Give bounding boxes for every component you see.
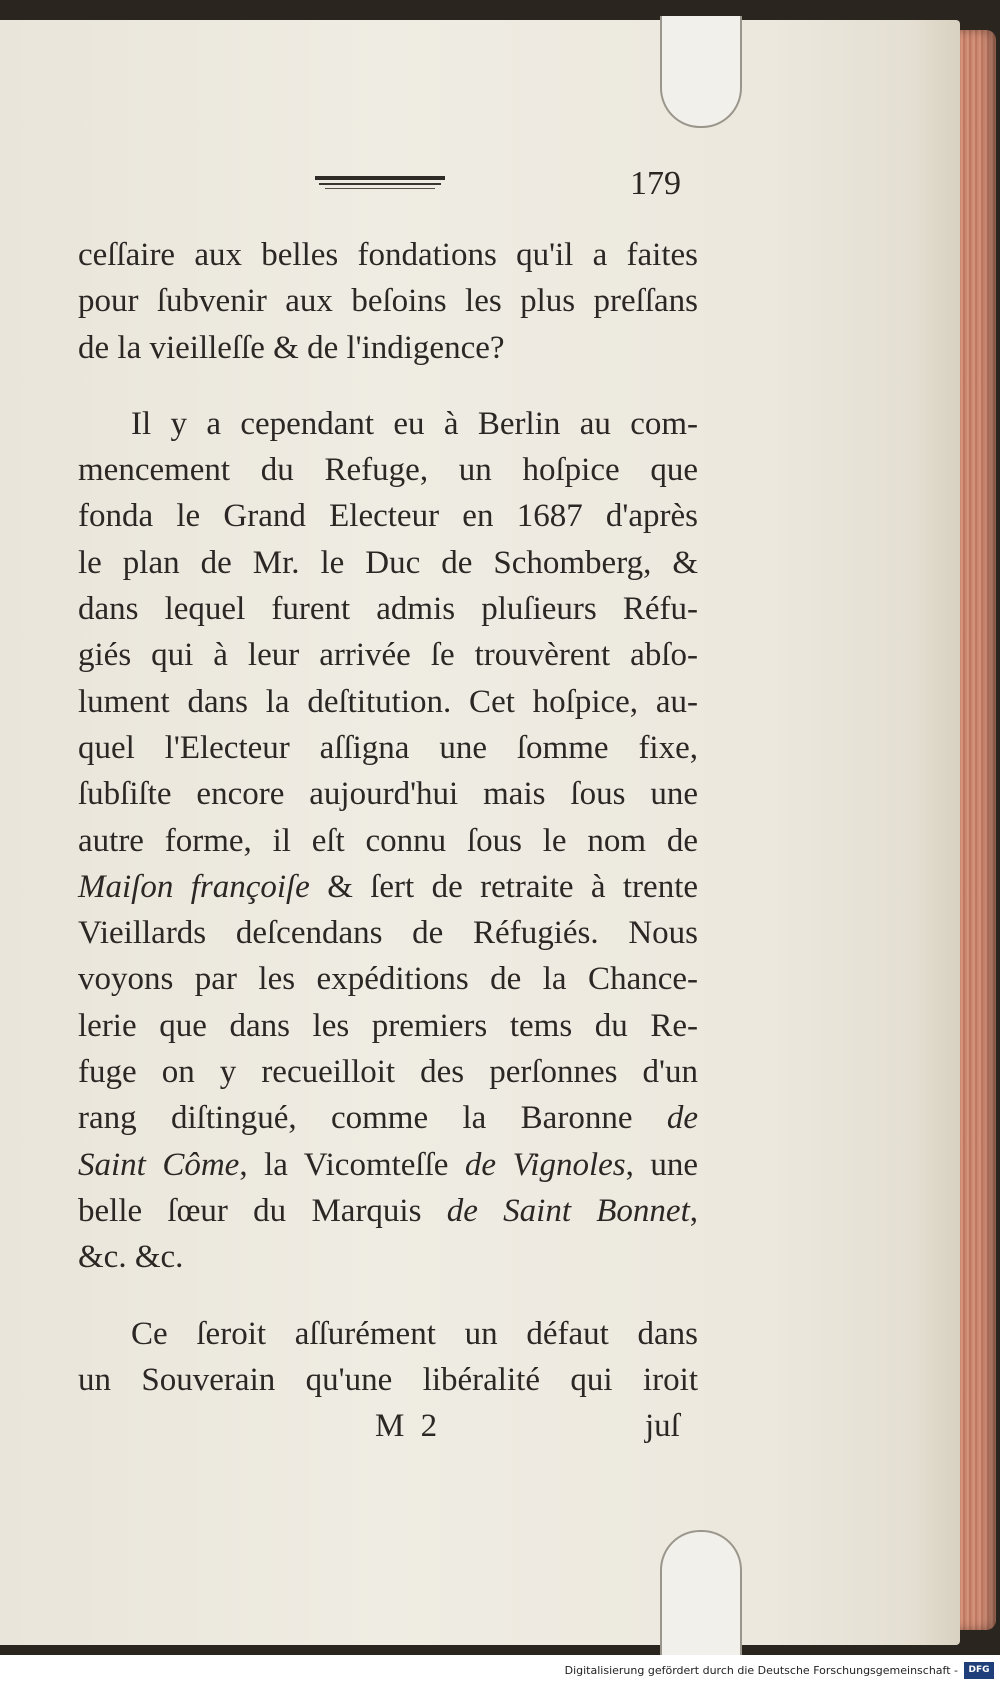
italic-text: Saint Côme bbox=[78, 1146, 240, 1183]
text-line: le plan de Mr. le Duc de Schomberg, & bbox=[78, 544, 698, 581]
text-line: Il y a cependant eu à Berlin au com- bbox=[131, 405, 698, 442]
text-span: , la Vicomteſſe bbox=[239, 1146, 465, 1183]
text-line bbox=[78, 1142, 698, 1188]
text-line: &c. &c. bbox=[78, 1239, 184, 1276]
text-span: belle ſœur du Marquis bbox=[78, 1192, 447, 1229]
text-line: lerie que dans les premiers tems du Re- bbox=[78, 1007, 698, 1044]
text-line: giés qui à leur arrivée ſe trouvèrent abſo- bbox=[78, 637, 698, 674]
text-line: voyons par les expéditions de la Chance- bbox=[78, 961, 698, 998]
page-footer bbox=[0, 1408, 960, 1458]
text-span: , bbox=[689, 1192, 698, 1229]
text-line bbox=[78, 1188, 698, 1234]
text-line: ſubſiſte encore aujourd'hui mais ſous une bbox=[78, 776, 698, 813]
catchword: juſ bbox=[645, 1408, 680, 1444]
text-line: Ce ſeroit aſſurément un défaut dans bbox=[131, 1315, 698, 1352]
page-number: 179 bbox=[630, 165, 681, 202]
text-span: , une bbox=[625, 1146, 699, 1183]
text-line: fonda le Grand Electeur en 1687 d'après bbox=[78, 498, 698, 535]
text-line: Vieillards deſcendans de Réfugiés. Nous bbox=[78, 915, 698, 952]
credit-text: Digitalisierung gefördert durch die Deutsche Forschungsgemeinschaft - bbox=[564, 1664, 958, 1677]
header-rule bbox=[315, 176, 445, 190]
italic-text: de Saint Bonnet bbox=[446, 1192, 690, 1229]
text-span: rang diſtingué, comme la Baronne bbox=[78, 1100, 667, 1137]
text-line: fuge on y recueilloit des perſonnes d'un bbox=[78, 1054, 698, 1091]
text-line: mencement du Refuge, un hoſpice que bbox=[78, 452, 698, 489]
text-line: de la vieilleſſe & de l'indigence? bbox=[78, 329, 505, 366]
text-line: lument dans la deſtitution. Cet hoſpice, au- bbox=[78, 683, 698, 720]
text-line bbox=[78, 1095, 698, 1141]
text-line: quel l'Electeur aſſigna une ſomme fixe, bbox=[78, 729, 698, 766]
italic-text: de bbox=[666, 1100, 698, 1137]
text-line: autre forme, il eſt connu ſous le nom de bbox=[78, 822, 698, 859]
text-line bbox=[78, 864, 698, 910]
text-line: dans lequel furent admis pluſieurs Réfu- bbox=[78, 591, 698, 628]
dfg-logo: DFG bbox=[964, 1662, 994, 1679]
signature-mark: M 2 bbox=[375, 1408, 442, 1444]
body-text bbox=[78, 232, 698, 1403]
page-clip-top bbox=[660, 16, 742, 128]
text-line: pour ſubvenir aux beſoins les plus preſſans bbox=[78, 283, 698, 320]
text-line: un Souverain qu'une libéralité qui iroit bbox=[78, 1361, 698, 1398]
text-span: & ſert de retraite à trente bbox=[309, 868, 699, 905]
credit-bar bbox=[0, 1655, 1000, 1689]
page-clip-bottom bbox=[660, 1530, 742, 1672]
italic-text: Maiſon françoiſe bbox=[78, 868, 310, 905]
text-line: ceſſaire aux belles fondations qu'il a faites bbox=[78, 237, 698, 273]
italic-text: de Vignoles bbox=[464, 1146, 626, 1183]
